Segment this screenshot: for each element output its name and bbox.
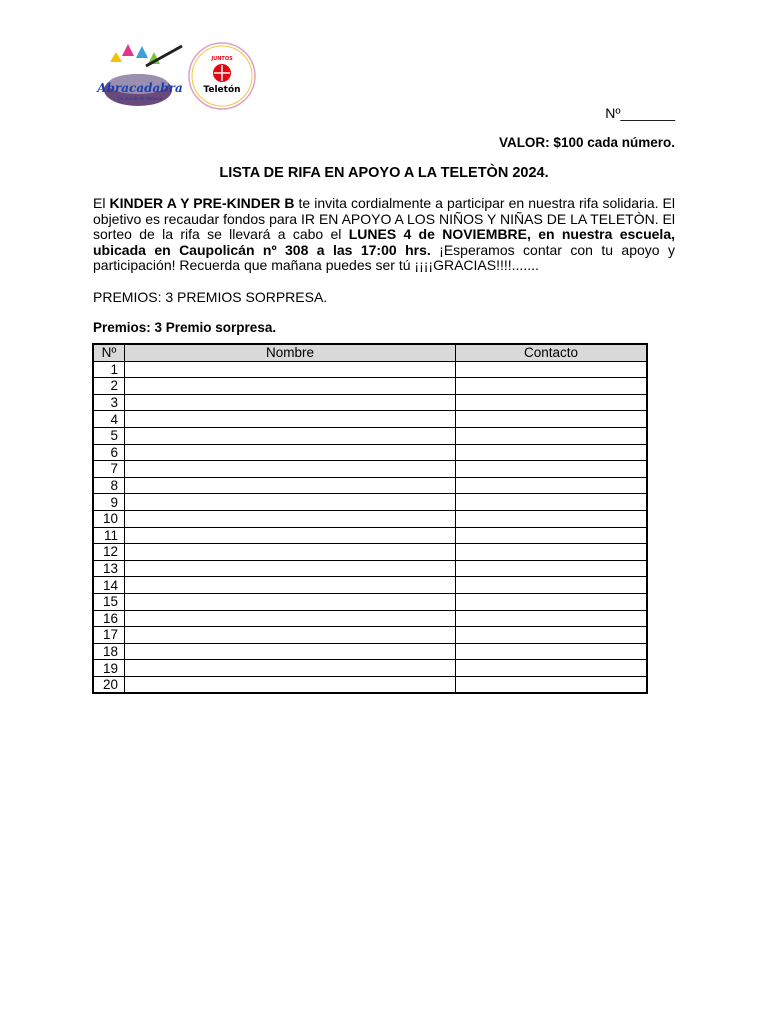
table-row (93, 643, 647, 660)
nombre-cell[interactable] (125, 527, 456, 544)
table-row (93, 461, 647, 478)
contacto-cell[interactable] (456, 461, 648, 478)
nombre-cell[interactable] (125, 444, 456, 461)
para-text-2: te invita cordialmente a participar en nuestra rifa solidaria. El objetivo es recaudar fondos para IR EN APOYO A LOS NIÑOS Y NIÑAS DE LA TELETÒN. El sorteo de la rifa se llevará a cabo el (93, 195, 676, 243)
contacto-cell[interactable] (456, 660, 648, 677)
row-number: 16 (93, 610, 125, 627)
contacto-cell[interactable] (456, 477, 648, 494)
contacto-cell[interactable] (456, 378, 648, 395)
row-number: 18 (93, 643, 125, 660)
table-header-row (93, 344, 647, 361)
contacto-cell[interactable] (456, 494, 648, 511)
row-number: 15 (93, 593, 125, 610)
header-numero: Nº (93, 344, 125, 361)
row-number: 2 (93, 378, 125, 395)
contacto-cell[interactable] (456, 394, 648, 411)
row-number: 1 (93, 361, 125, 378)
table-row (93, 544, 647, 561)
nombre-cell[interactable] (125, 610, 456, 627)
contacto-cell[interactable] (456, 676, 648, 693)
row-number: 7 (93, 461, 125, 478)
nombre-cell[interactable] (125, 427, 456, 444)
logo-left-subtext: Un mundo de fantasía (117, 96, 163, 101)
row-number: 12 (93, 544, 125, 561)
contacto-cell[interactable] (456, 510, 648, 527)
contacto-cell[interactable] (456, 593, 648, 610)
nombre-cell[interactable] (125, 643, 456, 660)
nombre-cell[interactable] (125, 627, 456, 644)
logos (96, 40, 258, 112)
logo-right-brand: Teletón (203, 85, 241, 95)
nombre-cell[interactable] (125, 477, 456, 494)
nombre-cell[interactable] (125, 461, 456, 478)
row-number: 14 (93, 577, 125, 594)
page-title: LISTA DE RIFA EN APOYO A LA TELETÒN 2024. (219, 165, 549, 181)
table-row (93, 627, 647, 644)
logo-right-top: JUNTOS (211, 56, 233, 62)
table-row (93, 378, 647, 395)
table-row (93, 494, 647, 511)
row-number: 5 (93, 427, 125, 444)
table-row (93, 444, 647, 461)
table-row (93, 527, 647, 544)
table-row (93, 361, 647, 378)
nombre-cell[interactable] (125, 577, 456, 594)
premios-bold: Premios: 3 Premio sorpresa. (93, 320, 277, 335)
contacto-cell[interactable] (456, 643, 648, 660)
row-number: 3 (93, 394, 125, 411)
table-row (93, 676, 647, 693)
nombre-cell[interactable] (125, 494, 456, 511)
nombre-cell[interactable] (125, 593, 456, 610)
contacto-cell[interactable] (456, 560, 648, 577)
row-number: 9 (93, 494, 125, 511)
table-row (93, 560, 647, 577)
table-row (93, 577, 647, 594)
nombre-cell[interactable] (125, 544, 456, 561)
contacto-cell[interactable] (456, 544, 648, 561)
premios-line: PREMIOS: 3 PREMIOS SORPRESA. (93, 289, 328, 305)
row-number: 17 (93, 627, 125, 644)
numero-field: Nº_______ (605, 105, 675, 121)
row-number: 20 (93, 676, 125, 693)
row-number: 11 (93, 527, 125, 544)
row-number: 4 (93, 411, 125, 428)
raffle-table (92, 343, 648, 694)
header-nombre: Nombre (125, 344, 456, 361)
row-number: 13 (93, 560, 125, 577)
nombre-cell[interactable] (125, 510, 456, 527)
invitation-paragraph (93, 196, 675, 274)
contacto-cell[interactable] (456, 411, 648, 428)
table-row (93, 660, 647, 677)
header-contacto: Contacto (456, 344, 648, 361)
nombre-cell[interactable] (125, 361, 456, 378)
nombre-cell[interactable] (125, 560, 456, 577)
nombre-cell[interactable] (125, 676, 456, 693)
table-row (93, 427, 647, 444)
para-bold-1: KINDER A Y PRE-KINDER B (109, 195, 295, 211)
nombre-cell[interactable] (125, 660, 456, 677)
contacto-cell[interactable] (456, 361, 648, 378)
contacto-cell[interactable] (456, 627, 648, 644)
contacto-cell[interactable] (456, 427, 648, 444)
table-row (93, 411, 647, 428)
contacto-cell[interactable] (456, 527, 648, 544)
contacto-cell[interactable] (456, 577, 648, 594)
row-number: 6 (93, 444, 125, 461)
row-number: 19 (93, 660, 125, 677)
nombre-cell[interactable] (125, 394, 456, 411)
row-number: 10 (93, 510, 125, 527)
logo-left-text: Abracadabra (97, 81, 183, 95)
table-row (93, 510, 647, 527)
table-row (93, 477, 647, 494)
table-row (93, 394, 647, 411)
nombre-cell[interactable] (125, 378, 456, 395)
table-row (93, 593, 647, 610)
table-row (93, 610, 647, 627)
para-bold-2: LUNES 4 de NOVIEMBRE, en nuestra escuela, ubicada en Caupolicán nº 308 a las 17:00 hrs. (93, 226, 675, 258)
para-text-3: ¡Esperamos contar con tu apoyo y participación! Recuerda que mañana puedes ser tú ¡¡¡¡GRACIAS!!!!....... (93, 241, 675, 274)
abracadabra-logo (96, 40, 258, 112)
contacto-cell[interactable] (456, 610, 648, 627)
row-number: 8 (93, 477, 125, 494)
para-text-1: El (93, 195, 110, 211)
nombre-cell[interactable] (125, 411, 456, 428)
contacto-cell[interactable] (456, 444, 648, 461)
valor-text: VALOR: $100 cada número. (498, 135, 675, 150)
